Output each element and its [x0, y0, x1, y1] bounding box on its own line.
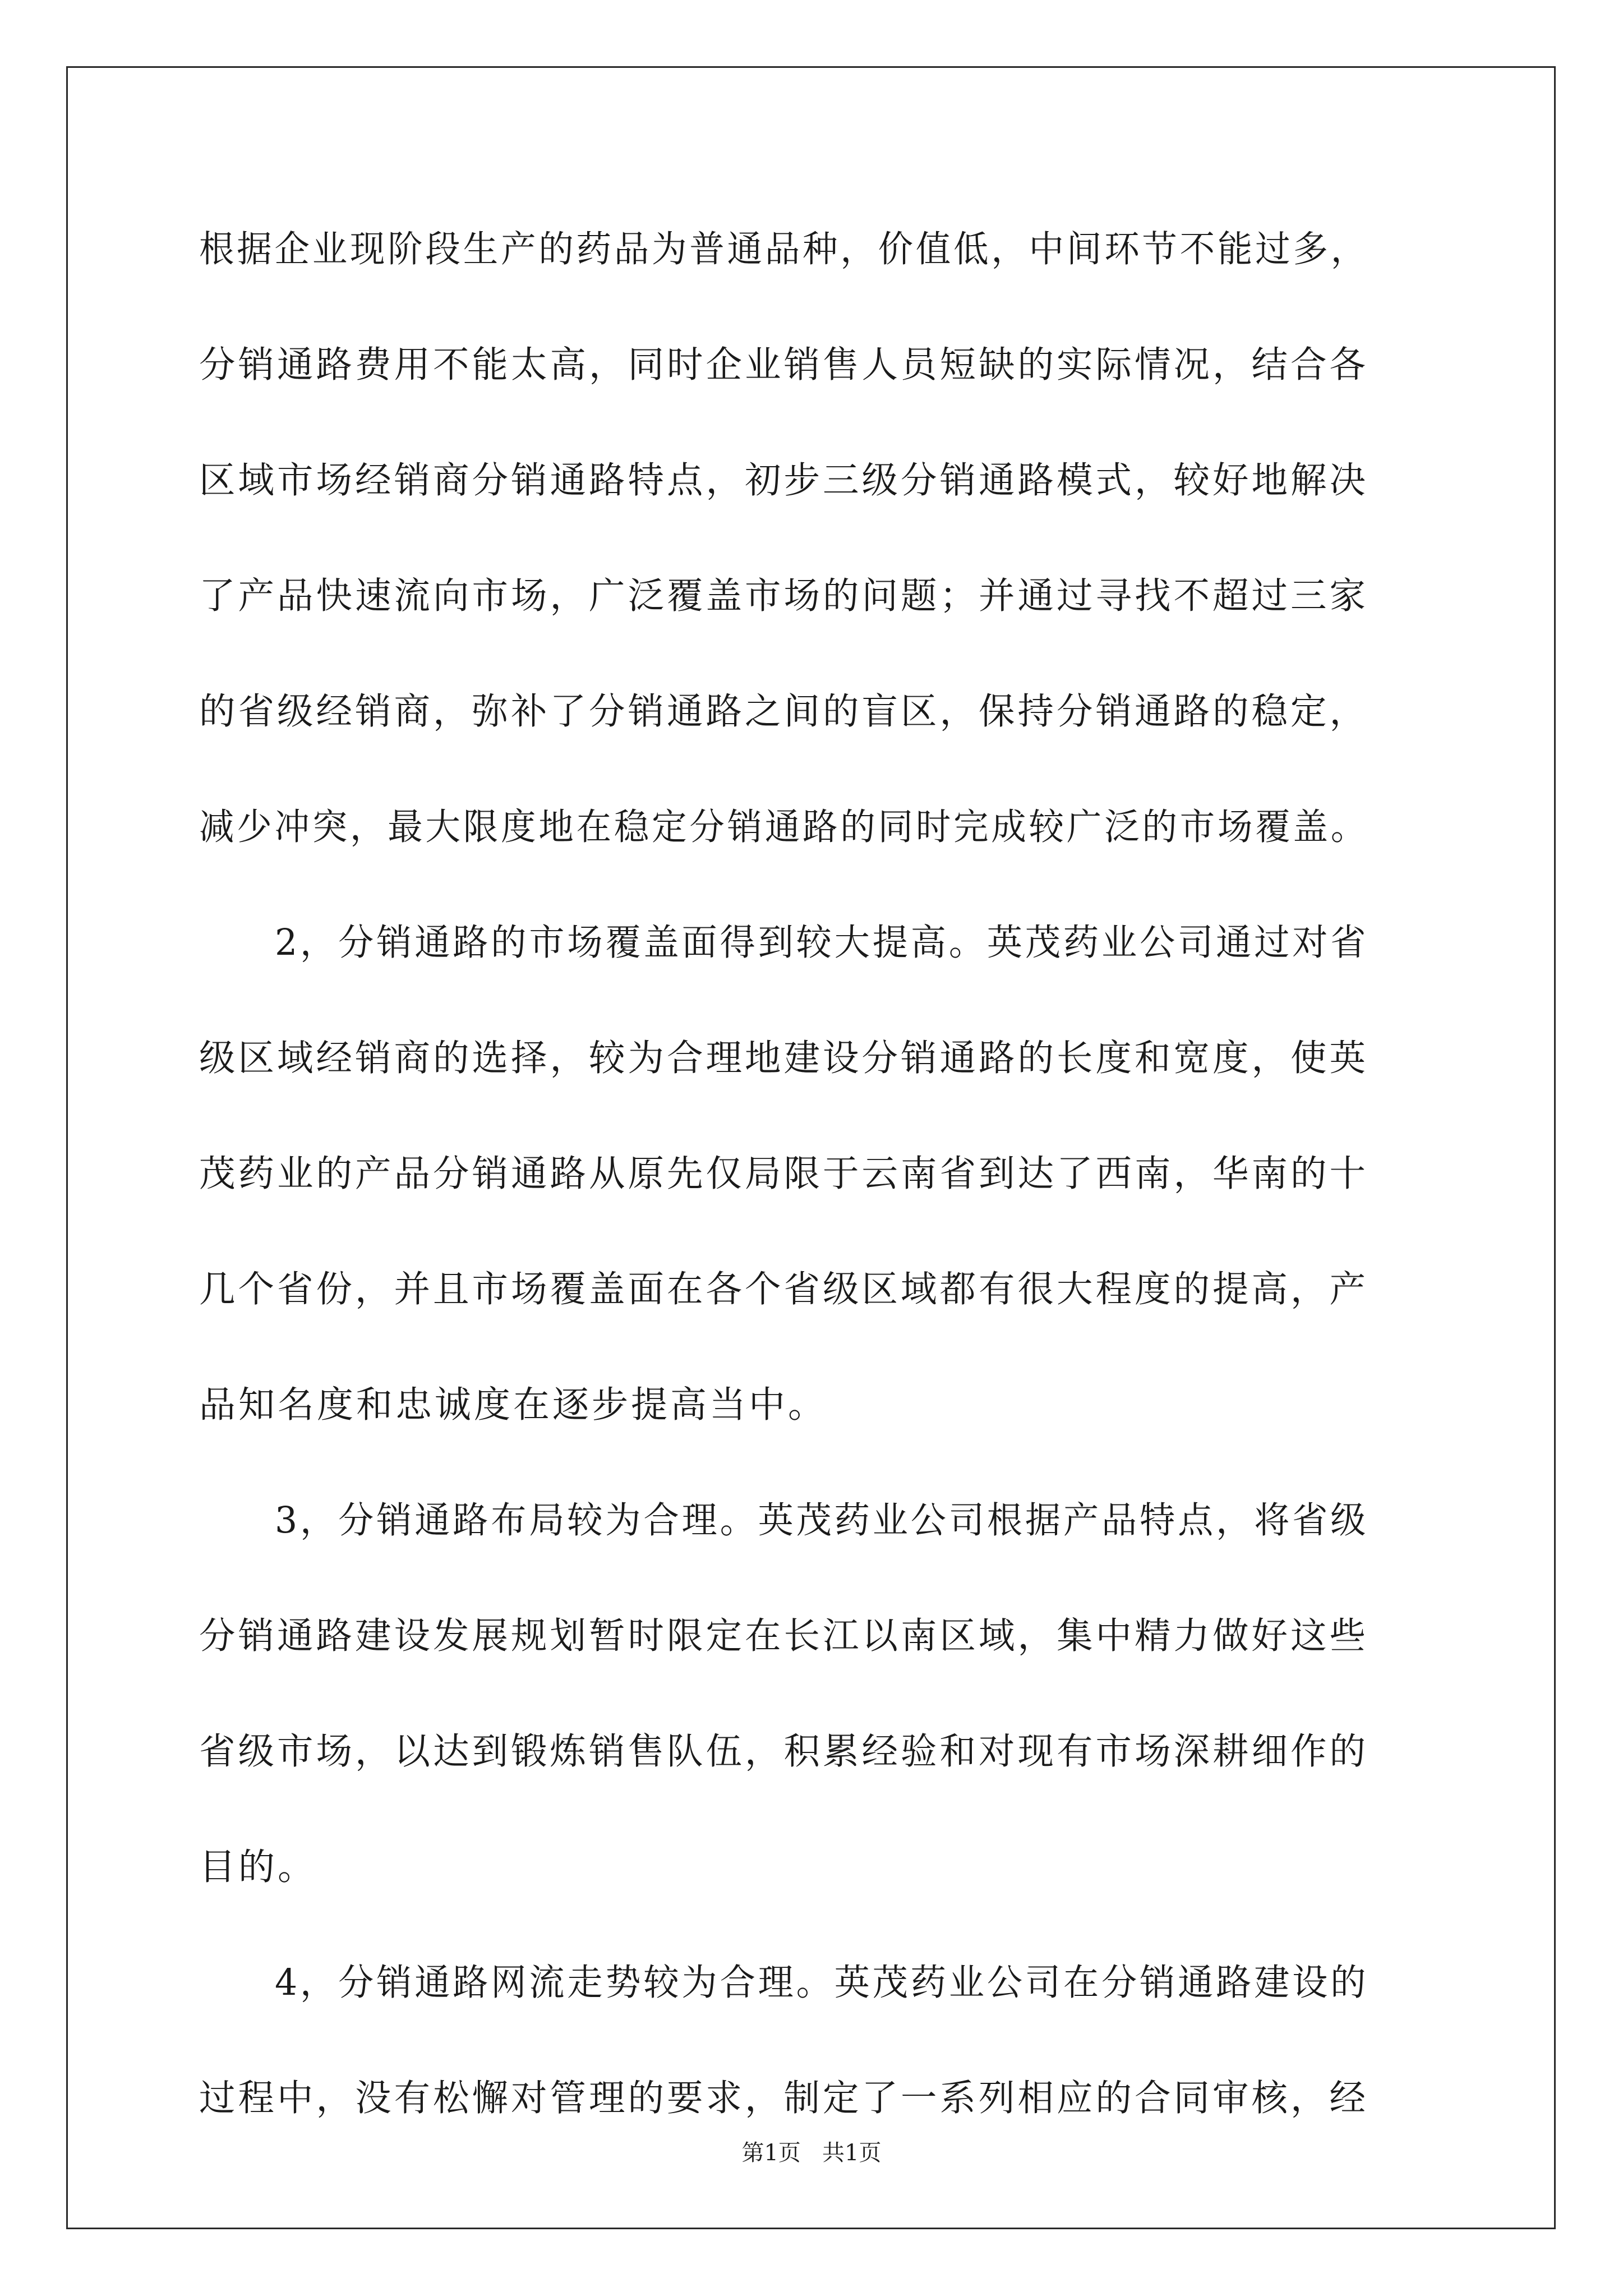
page-footer: 第1页 共1页	[741, 2140, 882, 2166]
text-line: 级区域经销商的选择，较为合理地建设分销通路的长度和宽度，使英	[199, 1037, 1369, 1079]
text-line: 过程中，没有松懈对管理的要求，制定了一系列相应的合同审核，经	[199, 2077, 1369, 2119]
paragraph-first-line: 2，分销通路的市场覆盖面得到较大提高。英茂药业公司通过对省	[275, 922, 1369, 964]
page-border	[66, 66, 1556, 2229]
text-line: 分销通路费用不能太高，同时企业销售人员短缺的实际情况，结合各	[199, 344, 1369, 386]
text-line: 省级市场，以达到锻炼销售队伍，积累经验和对现有市场深耕细作的	[199, 1731, 1369, 1773]
text-line: 减少冲突，最大限度地在稳定分销通路的同时完成较广泛的市场覆盖。	[199, 806, 1369, 848]
text-line: 茂药业的产品分销通路从原先仅局限于云南省到达了西南，华南的十	[199, 1153, 1369, 1195]
text-line: 几个省份，并且市场覆盖面在各个省级区域都有很大程度的提高，产	[199, 1268, 1369, 1310]
paragraph-first-line: 4，分销通路网流走势较为合理。英茂药业公司在分销通路建设的	[275, 1962, 1369, 2004]
text-line: 分销通路建设发展规划暂时限定在长江以南区域，集中精力做好这些	[199, 1615, 1369, 1657]
text-line: 品知名度和忠诚度在逐步提高当中。	[199, 1384, 828, 1426]
text-line: 根据企业现阶段生产的药品为普通品种，价值低，中间环节不能过多，	[199, 228, 1369, 270]
text-line: 区域市场经销商分销通路特点，初步三级分销通路模式，较好地解决	[199, 459, 1369, 501]
text-line: 了产品快速流向市场，广泛覆盖市场的问题；并通过寻找不超过三家	[199, 575, 1369, 617]
text-line: 目的。	[199, 1846, 317, 1888]
paragraph-first-line: 3，分销通路布局较为合理。英茂药业公司根据产品特点，将省级	[275, 1499, 1369, 1542]
text-line: 的省级经销商，弥补了分销通路之间的盲区，保持分销通路的稳定，	[199, 691, 1369, 733]
